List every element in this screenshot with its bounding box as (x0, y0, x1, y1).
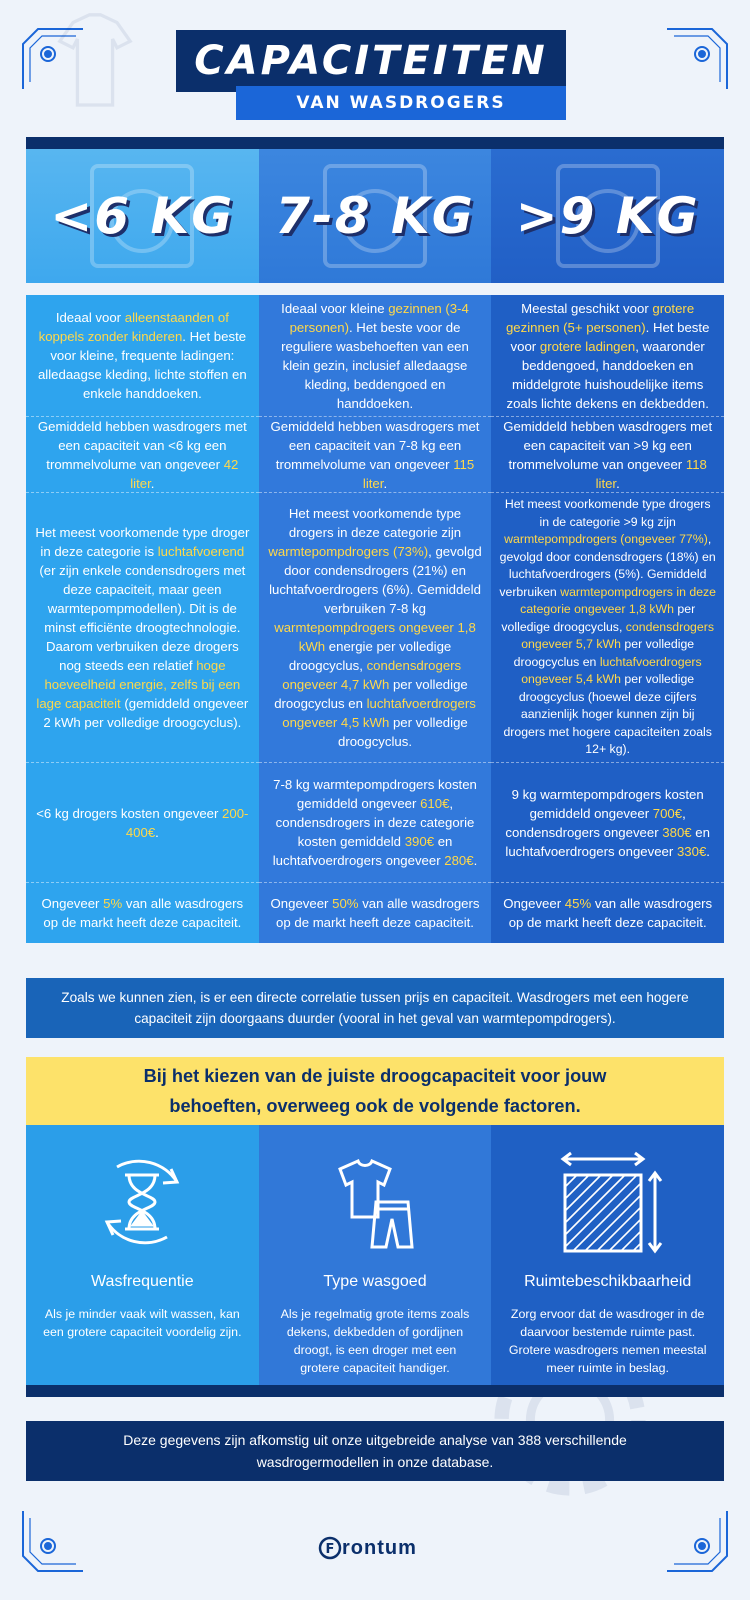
cell-text (34, 308, 251, 403)
header-label: <6 KG (50, 187, 235, 245)
cell-text-segment: . Het beste voor (510, 319, 710, 354)
highlight-text: grotere ladingen (539, 338, 636, 354)
cell-text-segment: per volledige droogcyclus en (513, 637, 695, 669)
highlight-text: luchtafvoerend (157, 544, 245, 559)
dimensions-icon (553, 1147, 663, 1257)
highlight-text: warmtepompdrogers ongeveer 1,8 kWh (274, 620, 476, 654)
corner-decoration (662, 24, 732, 94)
factor-wash-frequency (26, 1125, 259, 1385)
header-cell-small (26, 149, 259, 283)
cell-text-segment: , waaronder beddengoed, handdoeken en middelgrote huishoudelijke items zoals lichte dekens en dekbedden. (506, 338, 709, 411)
highlight-text: 200-400€ (125, 805, 249, 840)
cell-text-segment: per volledige droogcyclus (hoewel deze cijfers aanzienlijk hoger kunnen zijn bij drogers met hogere capaciteiten zoals 12+ kg). (503, 672, 712, 757)
highlight-text: 610€ (420, 796, 450, 811)
highlight-text: 330€ (676, 843, 707, 859)
cell-text-segment: . (616, 475, 620, 491)
cell-text-segment: Gemiddeld hebben wasdrogers met een capaciteit van >9 kg een trommelvolume van ongeveer (503, 418, 713, 472)
cell-text-segment: Ongeveer (503, 896, 565, 911)
cell-text-segment: . (473, 853, 478, 868)
correlation-note: Zoals we kunnen zien, is er een directe correlatie tussen prijs en capaciteit. Wasdrogers met een hogere capaciteit zijn doorgaans duurder (vooral in het geval van warmtepompdrogers). (26, 978, 724, 1038)
factor-laundry-type (259, 1125, 492, 1385)
cell-text-segment: Ideaal voor (55, 310, 125, 325)
clothes-icon (320, 1147, 430, 1257)
cell-text-segment: Het meest voorkomende type drogers in deze categorie zijn (288, 506, 462, 540)
usage-cell (491, 295, 724, 417)
type-energy-cell (259, 493, 492, 763)
highlight-text: 45% (564, 896, 592, 911)
cell-text-segment: Gemiddeld hebben wasdrogers met een capaciteit van 7-8 kg een trommelvolume van ongeveer (270, 418, 480, 472)
cell-text-segment: . (706, 843, 710, 859)
cell-text-segment: , condensdrogers in deze categorie kosten gemiddeld (275, 796, 475, 849)
cell-text-segment: Gemiddeld hebben wasdrogers met een capaciteit van <6 kg een trommelvolume van ongeveer (37, 418, 247, 472)
cell-text-segment: . (150, 475, 155, 491)
cell-text-segment: 7-8 kg warmtepompdrogers kosten gemiddeld ongeveer (273, 777, 477, 811)
cell-text-segment: Het meest voorkomende type droger in deze categorie is (35, 525, 250, 559)
capacity-table (26, 295, 724, 943)
cell-text-segment: , gevolgd door condensdrogers (18%) en luchtafvoerdrogers (5%). Gemiddeld verbruiken (499, 532, 716, 599)
highlight-text: 390€ (404, 834, 435, 849)
cell-text-segment: <6 kg drogers kosten ongeveer (36, 805, 223, 821)
market-share-cell (259, 883, 492, 943)
cell-text-segment: . Het beste voor kleine, frequente ladingen: alledaagse kleding, lichte stoffen en enkele handdoeken. (37, 329, 247, 401)
price-cell (259, 763, 492, 883)
usage-cell (259, 295, 492, 417)
highlight-text: gezinnen (3-4 personen) (289, 300, 469, 335)
highlight-text: warmtepompdrogers (ongeveer 77%) (504, 532, 708, 547)
cell-text-segment: . Het beste voor de reguliere wasbehoeften van een klein gezin, inclusief alledaagse kleding, beddengoed en handdoeken. (281, 319, 469, 411)
column-large (491, 295, 724, 943)
volume-cell (491, 417, 724, 493)
price-cell (491, 763, 724, 883)
cell-text (34, 894, 251, 932)
cell-text-segment: per volledige droogcyclus, (501, 602, 696, 634)
page-title: CAPACITEITEN (194, 38, 548, 84)
cell-text-segment: . (383, 475, 388, 491)
factors-heading (26, 1057, 724, 1125)
cell-text (267, 417, 484, 493)
capacity-header-row (26, 149, 724, 283)
highlight-text: condensdrogers ongeveer 5,7 kWh (521, 619, 714, 652)
volume-cell (26, 417, 259, 493)
cell-text-segment: , condensdrogers ongeveer (505, 805, 686, 840)
page-subtitle: VAN WASDROGERS (296, 93, 506, 113)
highlight-text: 700€ (652, 805, 683, 821)
market-share-cell (26, 883, 259, 943)
cell-text-segment: (er zijn enkele condensdrogers met deze capaciteit, maar geen warmtepompmodellen). Dit is de minst efficiënte droogtechnologie. Daarom verbruiken deze drogers nog steeds een relatief (39, 563, 246, 673)
highlight-text: 115 liter (362, 456, 475, 491)
hourglass-cycle-icon (87, 1147, 197, 1257)
cell-text-segment: energie per volledige droogcyclus, (288, 639, 452, 673)
subtitle-box (236, 86, 566, 120)
cell-text-segment: (gemiddeld ongeveer 2 kWh per volledige droogcyclus). (43, 696, 249, 730)
highlight-text: warmtepompdrogers in deze categorie ongeveer 1,8 kWh (520, 584, 717, 617)
highlight-text: 42 liter (130, 456, 239, 491)
type-energy-cell (26, 493, 259, 763)
corner-decoration (662, 1506, 732, 1576)
factor-space-availability (491, 1125, 724, 1385)
factor-title: Ruimtebeschikbaarheid (524, 1273, 692, 1290)
cell-text (499, 894, 716, 932)
cell-text-segment: van alle wasdrogers op de markt heeft deze capaciteit. (43, 896, 244, 930)
price-cell (26, 763, 259, 883)
cell-text-segment: Ideaal voor kleine (281, 300, 389, 316)
factors-bottom-bar (26, 1385, 724, 1397)
header-cell-large (491, 149, 724, 283)
cell-text-segment: Ongeveer (270, 896, 333, 911)
factor-text: Zorg ervoor dat de wasdroger in de daarvoor bestemde ruimte past. Grotere wasdrogers nemen meestal meer ruimte in beslag. (508, 1307, 707, 1375)
highlight-text: condensdrogers ongeveer 4,7 kWh (282, 658, 462, 692)
highlight-text: warmtepompdrogers (73%) (268, 544, 429, 559)
cell-text-segment: van alle wasdrogers op de markt heeft deze capaciteit. (276, 896, 480, 930)
highlight-text: 118 liter (595, 456, 707, 491)
highlight-text: 280€ (444, 853, 474, 868)
factors-heading-line2: behoeften, overweeg ook de volgende factoren. (169, 1096, 581, 1116)
cell-text (34, 804, 251, 842)
highlight-text: grotere gezinnen (5+ personen) (505, 300, 695, 335)
cell-text-segment: Ongeveer (41, 896, 104, 911)
cell-text-segment: van alle wasdrogers op de markt heeft deze capaciteit. (508, 896, 713, 930)
cell-text (34, 523, 251, 732)
cell-text-segment: Meestal geschikt voor (521, 300, 653, 316)
cell-text (34, 417, 251, 493)
logo-text: rontum (342, 1536, 417, 1559)
type-energy-cell (491, 493, 724, 763)
factor-title: Wasfrequentie (91, 1273, 194, 1290)
market-share-cell (491, 883, 724, 943)
cell-text-segment: en luchtafvoerdrogers ongeveer (272, 834, 453, 868)
cell-text-segment: per volledige droogcyclus en (274, 677, 468, 711)
cell-text (267, 775, 484, 870)
cell-text (499, 496, 716, 759)
highlight-text: 5% (103, 896, 123, 911)
frontum-logo-icon (318, 1536, 342, 1560)
highlight-text: luchtafvoerdrogers ongeveer 5,4 kWh (521, 654, 702, 687)
header-cell-medium (259, 149, 492, 283)
table-top-bar (26, 137, 724, 149)
volume-cell (259, 417, 492, 493)
shirt-background-icon (40, 6, 150, 116)
cell-text (499, 785, 716, 861)
header-label: >9 KG (515, 187, 700, 245)
header-label: 7-8 KG (275, 187, 475, 245)
cell-text-segment: per volledige droogcyclus. (337, 715, 468, 749)
corner-decoration (18, 1506, 88, 1576)
highlight-text: luchtafvoerdrogers ongeveer 4,5 kWh (282, 696, 476, 730)
factor-title: Type wasgoed (323, 1273, 427, 1290)
column-small (26, 295, 259, 943)
highlight-text: 50% (332, 896, 359, 911)
cell-text (267, 894, 484, 932)
usage-cell (26, 295, 259, 417)
factor-text: Als je minder vaak wilt wassen, kan een grotere capaciteit voordelig zijn. (43, 1307, 242, 1339)
cell-text (267, 299, 484, 413)
highlight-text: 380€ (662, 824, 692, 840)
logo-mark-letter: F (325, 1542, 335, 1557)
cell-text (267, 504, 484, 751)
title-box (176, 30, 566, 92)
cell-text (499, 417, 716, 493)
cell-text-segment: , gevolgd door condensdrogers (21%) en luchtafvoerdrogers (6%). Gemiddeld verbruiken 7-8 kg (269, 544, 482, 616)
cell-text-segment: 9 kg warmtepompdrogers kosten gemiddeld ongeveer (511, 786, 704, 821)
highlight-text: alleenstaanden of koppels zonder kinderen (38, 310, 229, 344)
cell-text-segment: Het meest voorkomende type drogers in de categorie >9 kg zijn (504, 497, 711, 529)
frontum-logo[interactable] (318, 1536, 417, 1560)
source-note: Deze gegevens zijn afkomstig uit onze uitgebreide analyse van 388 verschillende wasdrogermodellen in onze database. (26, 1421, 724, 1481)
cell-text-segment: en luchtafvoerdrogers ongeveer (505, 824, 710, 859)
cell-text-segment: . (155, 824, 159, 840)
column-medium (259, 295, 492, 943)
cell-text (499, 299, 716, 413)
factor-text: Als je regelmatig grote items zoals dekens, dekbedden of gordijnen droogt, is een droger met een grotere capaciteit handiger. (280, 1307, 470, 1375)
factors-heading-line1: Bij het kiezen van de juiste droogcapaciteit voor jouw (143, 1066, 607, 1086)
highlight-text: hoge hoeveelheid energie, zelfs bij een lage capaciteit (36, 658, 241, 711)
factors-panel (26, 1125, 724, 1385)
